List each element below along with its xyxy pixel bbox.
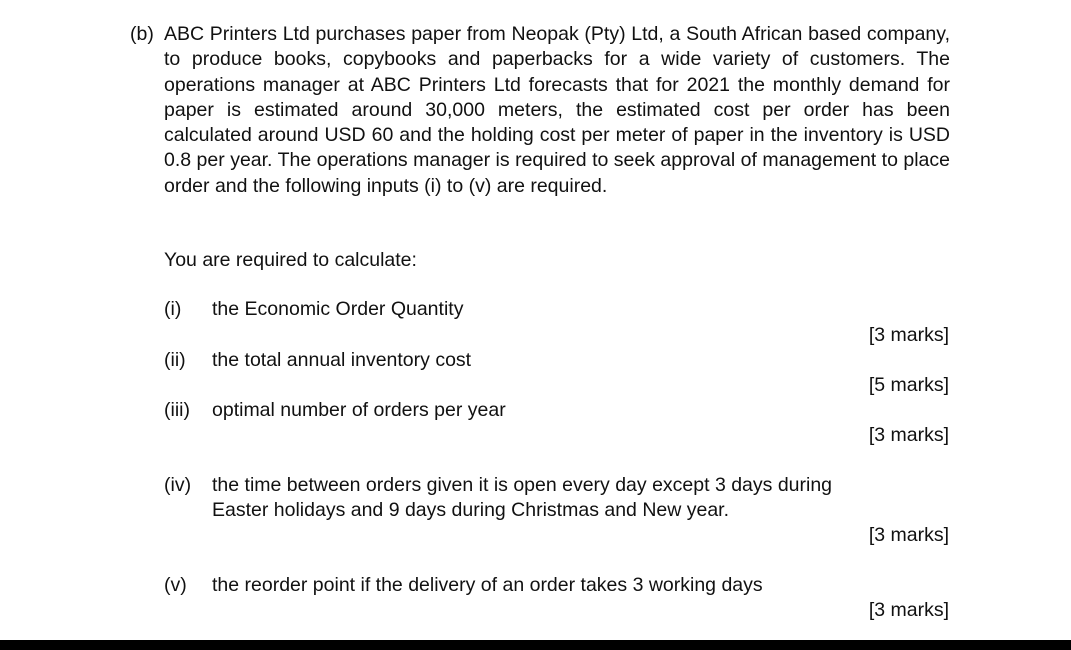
question-b (130, 22, 950, 199)
part-iv-text-line2: Easter holidays and 9 days during Christmas and New year. (212, 499, 730, 521)
bottom-edge-bar (0, 640, 1071, 650)
part-v-number: (v) (164, 574, 187, 596)
part-i-marks: [3 marks] (868, 324, 949, 346)
part-ii-number: (ii) (164, 349, 186, 371)
part-iv-text-line1: the time between orders given it is open every day except 3 days during (212, 474, 833, 496)
instruction-text: You are required to calculate: (164, 249, 417, 271)
part-ii-marks: [5 marks] (868, 374, 949, 396)
part-iii-text: optimal number of orders per year (212, 399, 506, 421)
part-v-text: the reorder point if the delivery of an order takes 3 working days (212, 574, 763, 596)
question-label: (b) (130, 23, 154, 45)
part-iii-number: (iii) (164, 399, 190, 421)
part-ii-text: the total annual inventory cost (212, 349, 472, 371)
part-i-text: the Economic Order Quantity (212, 298, 464, 320)
part-v-marks: [3 marks] (868, 599, 949, 621)
part-iv-marks: [3 marks] (868, 524, 949, 546)
part-iii-marks: [3 marks] (868, 424, 949, 446)
part-iv-number: (iv) (164, 474, 192, 496)
part-i-number: (i) (164, 298, 182, 320)
question-text: ABC Printers Ltd purchases paper from Neopak (Pty) Ltd, a South African based company, to produce books, copybooks and paperbacks for a wide variety of customers. The operations manager at ABC Printers Ltd forecasts that for 2021 the monthly demand for paper is estimated around 30,000 meters, the estimated cost per order has been calculated around USD 60 and the holding cost per meter of paper in the inventory is USD 0.8 per year. The operations manager is required to seek approval of management to place order and the following inputs (i) to (v) are required. (164, 23, 950, 197)
